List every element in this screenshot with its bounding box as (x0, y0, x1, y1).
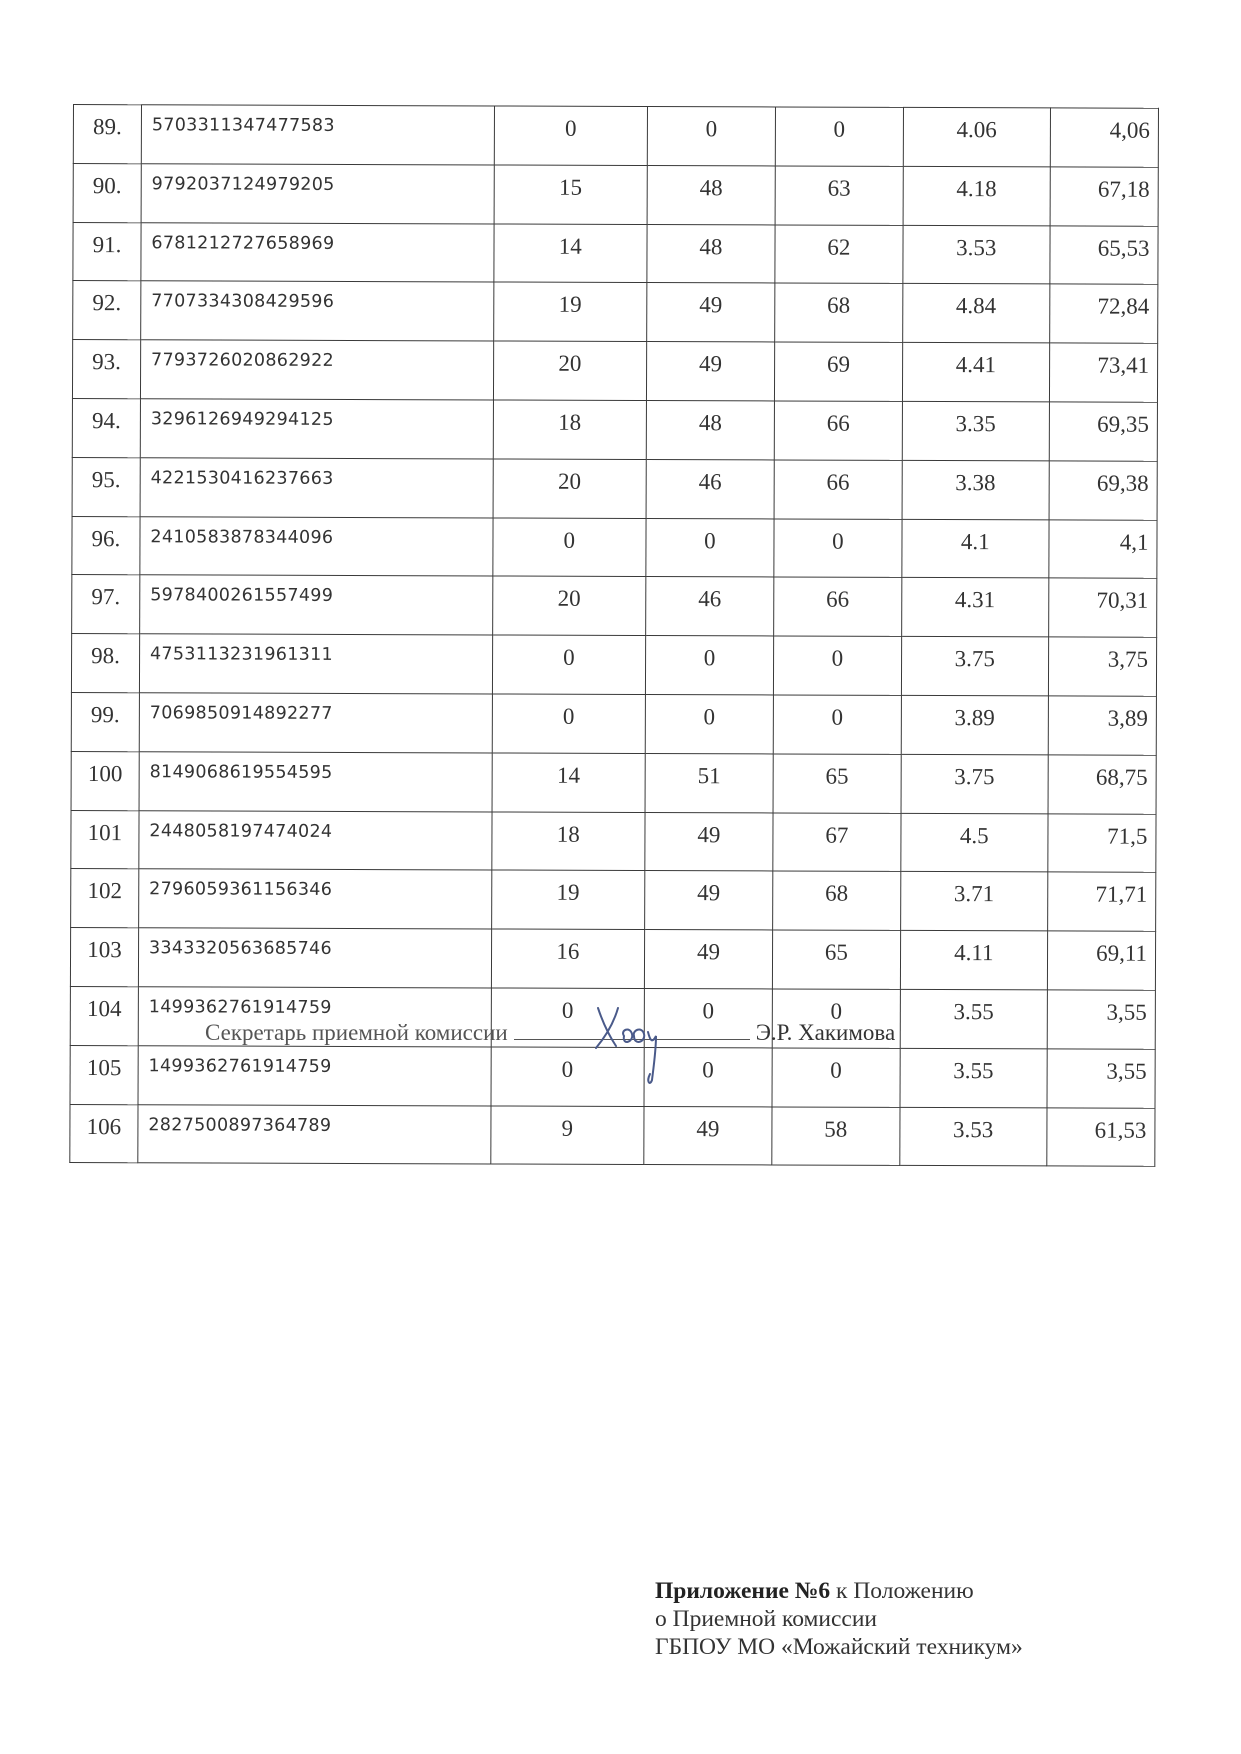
row-number: 100 (71, 751, 139, 810)
score-sum: 69 (775, 342, 903, 401)
score-2: 0 (646, 518, 775, 577)
row-number: 103 (70, 928, 138, 987)
average-grade: 3.89 (901, 695, 1049, 754)
total-score: 70,31 (1049, 578, 1157, 637)
score-2: 49 (646, 342, 775, 401)
score-2: 48 (646, 400, 775, 459)
table-row (70, 1104, 1155, 1167)
score-1: 14 (492, 753, 645, 812)
total-score: 65,53 (1050, 226, 1158, 285)
average-grade: 3.71 (900, 872, 1048, 931)
score-sum: 63 (775, 166, 903, 225)
score-sum: 0 (772, 1048, 900, 1107)
score-2: 49 (646, 283, 775, 342)
appendix-title-rest: к Положению (830, 1578, 974, 1604)
row-number: 99. (71, 692, 139, 751)
score-2: 51 (645, 753, 774, 812)
total-score: 69,38 (1049, 461, 1157, 520)
score-1: 0 (493, 518, 646, 577)
average-grade: 4.06 (903, 107, 1051, 166)
appendix-line-3: ГБПОУ МО «Можайский техникум» (655, 1634, 1023, 1660)
total-score: 68,75 (1048, 755, 1156, 814)
applicant-code: 2410583878344096 (140, 516, 493, 576)
table-row (70, 928, 1155, 991)
handwritten-signature (590, 1000, 690, 1090)
score-1: 20 (493, 341, 646, 400)
average-grade: 4.1 (901, 519, 1049, 578)
applicant-code: 7069850914892277 (139, 693, 492, 753)
average-grade: 3.53 (903, 225, 1051, 284)
applicant-code: 2448058197474024 (139, 810, 492, 870)
total-score: 3,55 (1047, 1049, 1155, 1108)
table-row (72, 516, 1157, 579)
score-1: 15 (494, 165, 647, 224)
score-2: 46 (645, 577, 774, 636)
total-score: 69,11 (1047, 931, 1155, 990)
score-sum: 67 (773, 813, 901, 872)
applicant-code: 8149068619554595 (139, 752, 492, 812)
score-2: 0 (645, 636, 774, 695)
average-grade: 3.55 (900, 989, 1048, 1048)
row-number: 104 (70, 986, 138, 1045)
row-number: 93. (72, 340, 140, 399)
average-grade: 4.41 (902, 343, 1050, 402)
total-score: 71,5 (1048, 813, 1156, 872)
score-2: 0 (647, 107, 776, 166)
applicant-code: 4753113231961311 (139, 634, 492, 694)
applicant-code: 7707334308429596 (141, 281, 494, 341)
table-row (72, 457, 1157, 520)
applicant-code: 5978400261557499 (140, 575, 493, 635)
score-sum: 68 (775, 283, 903, 342)
table-row (71, 751, 1156, 814)
appendix-line-2: о Приемной комиссии (655, 1606, 877, 1632)
score-sum: 0 (775, 107, 903, 166)
total-score: 61,53 (1047, 1107, 1155, 1166)
total-score: 4,1 (1049, 519, 1157, 578)
score-2: 0 (644, 988, 773, 1047)
applicant-code: 3296126949294125 (140, 399, 493, 459)
average-grade: 3.38 (902, 460, 1050, 519)
score-1: 18 (493, 400, 646, 459)
row-number: 101 (71, 810, 139, 869)
total-score: 72,84 (1050, 284, 1158, 343)
average-grade: 4.11 (900, 931, 1048, 990)
row-number: 92. (73, 281, 141, 340)
total-score: 69,35 (1049, 402, 1157, 461)
table-row (72, 340, 1157, 403)
score-sum: 66 (774, 577, 902, 636)
total-score: 73,41 (1049, 343, 1157, 402)
score-sum: 0 (774, 636, 902, 695)
table-row (73, 281, 1158, 344)
score-1: 0 (494, 106, 647, 165)
total-score: 71,71 (1048, 872, 1156, 931)
row-number: 105 (70, 1045, 138, 1104)
average-grade: 3.75 (901, 637, 1049, 696)
appendix-number: Приложение №6 (655, 1578, 831, 1604)
score-sum: 0 (773, 695, 901, 754)
score-sum: 66 (774, 401, 902, 460)
score-2: 48 (647, 165, 776, 224)
score-1: 0 (492, 635, 645, 694)
average-grade: 3.53 (899, 1107, 1047, 1166)
score-1: 9 (491, 1106, 644, 1165)
score-sum: 65 (773, 930, 901, 989)
score-sum: 0 (772, 989, 900, 1048)
table-row (71, 634, 1156, 697)
table-row (73, 222, 1158, 285)
score-1: 0 (492, 694, 645, 753)
applicant-code: 1499362761914759 (138, 987, 491, 1047)
score-2: 46 (646, 459, 775, 518)
score-2: 0 (645, 694, 774, 753)
average-grade: 4.5 (900, 813, 1048, 872)
applicant-code: 2796059361156346 (139, 869, 492, 929)
total-score: 3,75 (1048, 637, 1156, 696)
applicant-code: 6781212727658969 (141, 222, 494, 282)
applicant-code: 9792037124979205 (141, 164, 494, 224)
row-number: 95. (72, 457, 140, 516)
table-row (72, 398, 1157, 461)
score-1: 0 (491, 1047, 644, 1106)
row-number: 90. (73, 163, 141, 222)
row-number: 98. (71, 634, 139, 693)
score-1: 19 (494, 282, 647, 341)
average-grade: 4.84 (902, 284, 1050, 343)
score-2: 49 (644, 930, 773, 989)
score-sum: 0 (774, 519, 902, 578)
average-grade: 3.55 (900, 1048, 1048, 1107)
total-score: 67,18 (1050, 167, 1158, 226)
score-1: 18 (492, 812, 645, 871)
total-score: 3,55 (1047, 990, 1155, 1049)
score-sum: 68 (773, 871, 901, 930)
total-score: 3,89 (1048, 696, 1156, 755)
signature-role: Секретарь приемной комиссии (205, 1020, 508, 1045)
appendix-title (655, 1577, 1023, 1605)
score-sum: 65 (773, 754, 901, 813)
table-row (73, 105, 1158, 168)
score-2: 48 (647, 224, 776, 283)
applicant-code: 3343320563685746 (138, 928, 491, 988)
score-2: 49 (644, 1106, 773, 1165)
total-score: 4,06 (1050, 108, 1158, 167)
score-sum: 66 (774, 460, 902, 519)
applicant-code: 7793726020862922 (140, 340, 493, 400)
applicant-code: 4221530416237663 (140, 458, 493, 518)
score-2: 49 (645, 812, 774, 871)
table-row (73, 163, 1158, 226)
row-number: 97. (72, 575, 140, 634)
row-number: 96. (72, 516, 140, 575)
score-1: 19 (492, 870, 645, 929)
average-grade: 4.31 (901, 578, 1049, 637)
table-row (72, 575, 1157, 638)
table-row (71, 692, 1156, 755)
score-2: 0 (644, 1047, 773, 1106)
row-number: 102 (71, 869, 139, 928)
score-1: 0 (491, 988, 644, 1047)
appendix-note (655, 1577, 1023, 1661)
score-1: 20 (493, 459, 646, 518)
row-number: 94. (72, 398, 140, 457)
applicant-code: 1499362761914759 (138, 1045, 491, 1105)
score-1: 20 (493, 576, 646, 635)
score-1: 14 (494, 224, 647, 283)
signature-line (205, 1020, 895, 1046)
score-2: 49 (644, 871, 773, 930)
table-row (71, 810, 1156, 873)
score-sum: 58 (772, 1106, 900, 1165)
row-number: 89. (73, 105, 141, 164)
score-sum: 62 (775, 225, 903, 284)
signature-name: Э.Р. Хакимова (755, 1020, 896, 1045)
table-row (71, 869, 1156, 932)
row-number: 91. (73, 222, 141, 281)
average-grade: 3.75 (901, 754, 1049, 813)
row-number: 106 (70, 1104, 138, 1163)
applicant-code: 5703311347477583 (141, 105, 494, 165)
average-grade: 3.35 (902, 401, 1050, 460)
average-grade: 4.18 (903, 166, 1051, 225)
score-1: 16 (491, 929, 644, 988)
applicant-code: 2827500897364789 (138, 1104, 491, 1164)
